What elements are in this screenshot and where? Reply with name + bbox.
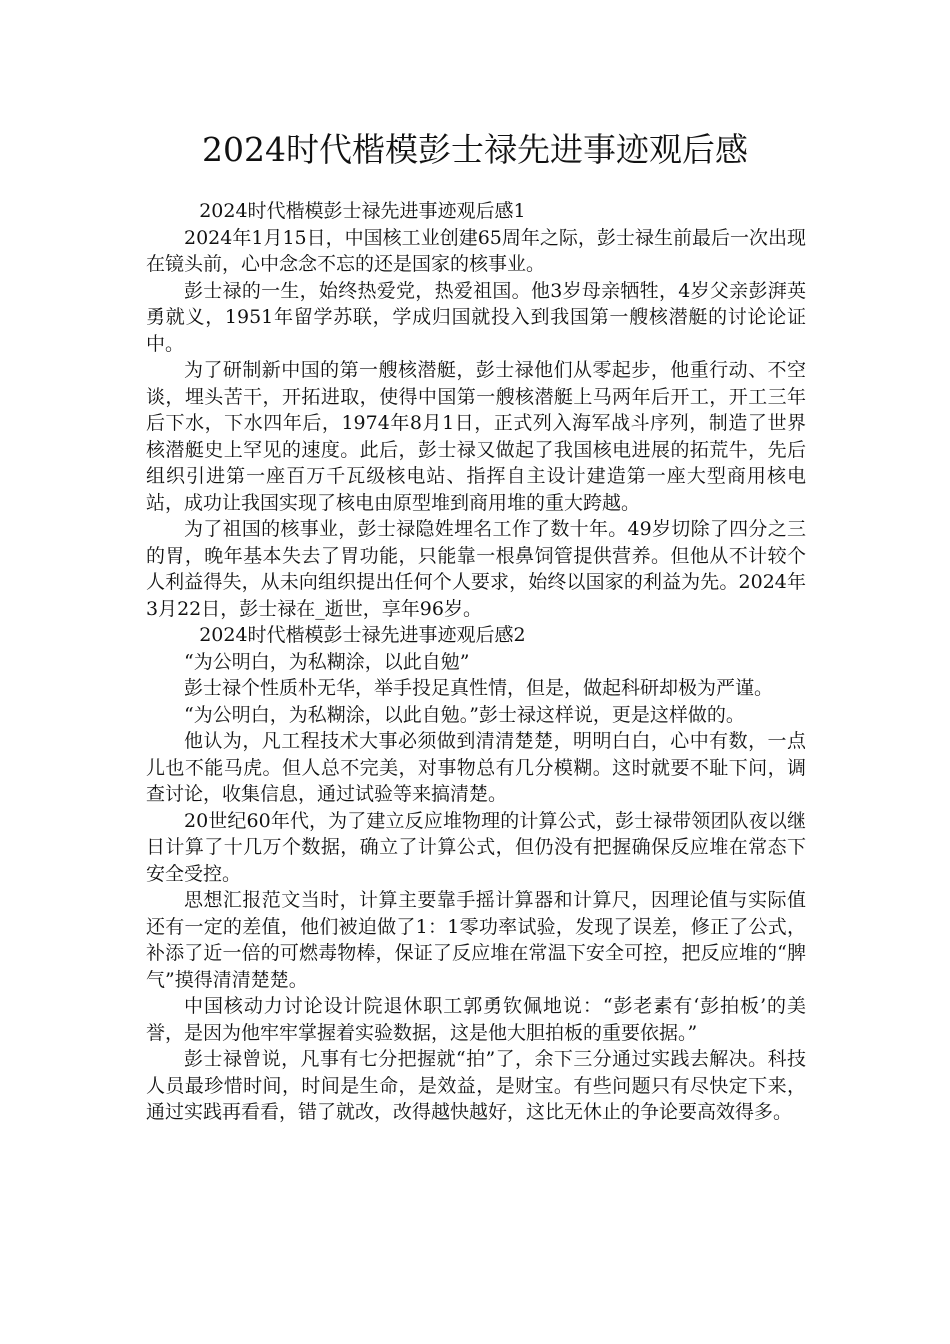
paragraph: 2024年1月15日，中国核工业创建65周年之际，彭士禄生前最后一次出现在镜头前，心中念念不忘的还是国家的核事业。 [146,226,806,275]
section-heading-2: 2024时代楷模彭士禄先进事迹观后感2 [199,624,526,646]
paragraph: 20世纪60年代，为了建立反应堆物理的计算公式，彭士禄带领团队夜以继日计算了十几万个数据，确立了计算公式，但仍没有把握确保反应堆在常态下安全受控。 [146,809,806,885]
paragraph: 彭士禄的一生，始终热爱党，热爱祖国。他3岁母亲牺牲，4岁父亲彭湃英勇就义，1951年留学苏联，学成归国就投入到我国第一艘核潜艇的讨论论证中。 [146,279,806,355]
quote-heading: “为公明白，为私糊涂，以此自勉” [184,650,470,673]
paragraph: 为了祖国的核事业，彭士禄隐姓埋名工作了数十年。49岁切除了四分之三的胃，晚年基本失去了胃功能，只能靠一根鼻饲管提供营养。但他从不计较个人利益得失，从未向组织提出任何个人要求，始终以国家的利益为先。2024年3月22日，彭士禄在_逝世，享年96岁。 [146,518,806,620]
document-title: 2024时代楷模彭士禄先进事迹观后感 [202,130,748,169]
paragraph: 为了研制新中国的第一艘核潜艇，彭士禄他们从零起步，他重行动、不空谈，埋头苦干，开拓进取，使得中国第一艘核潜艇上马两年后开工，开工三年后下水，下水四年后，1974年8月1日，正式列入海军战斗序列，制造了世界核潜艇史上罕见的速度。此后，彭士禄又做起了我国核电进展的拓荒牛，先后组织引进第一座百万千瓦级核电站、指挥自主设计建造第一座大型商用核电站，成功让我国实现了核电由原型堆到商用堆的重大跨越。 [146,359,806,514]
paragraph: “为公明白，为私糊涂，以此自勉。”彭士禄这样说，更是这样做的。 [184,703,745,726]
paragraph: 中国核动力讨论设计院退休职工郭勇钦佩地说：“彭老素有‘彭拍板’的美誉，是因为他牢牢掌握着实验数据，这是他大胆拍板的重要依据。” [146,995,806,1044]
paragraph: 彭士禄曾说，凡事有七分把握就“拍”了，余下三分通过实践去解决。科技人员最珍惜时间，时间是生命，是效益，是财宝。有些问题只有尽快定下来，通过实践再看看，错了就改，改得越快越好，这比无休止的争论要高效得多。 [146,1048,806,1123]
paragraph: 他认为，凡工程技术大事必须做到清清楚楚，明明白白，心中有数，一点儿也不能马虎。但人总不完美，对事物总有几分模糊。这时就要不耻下问，调查讨论，收集信息，通过试验等来搞清楚。 [146,730,806,805]
section-heading-1: 2024时代楷模彭士禄先进事迹观后感1 [199,200,526,222]
document-body [146,198,806,1126]
paragraph: 彭士禄个性质朴无华，举手投足真性情，但是，做起科研却极为严谨。 [184,677,774,699]
paragraph: 思想汇报范文当时，计算主要靠手摇计算器和计算尺，因理论值与实际值还有一定的差值，他们被迫做了1：1零功率试验，发现了误差，修正了公式，补添了近一倍的可燃毒物棒，保证了反应堆在常温下安全可控，把反应堆的“脾气”摸得清清楚楚。 [146,889,806,991]
